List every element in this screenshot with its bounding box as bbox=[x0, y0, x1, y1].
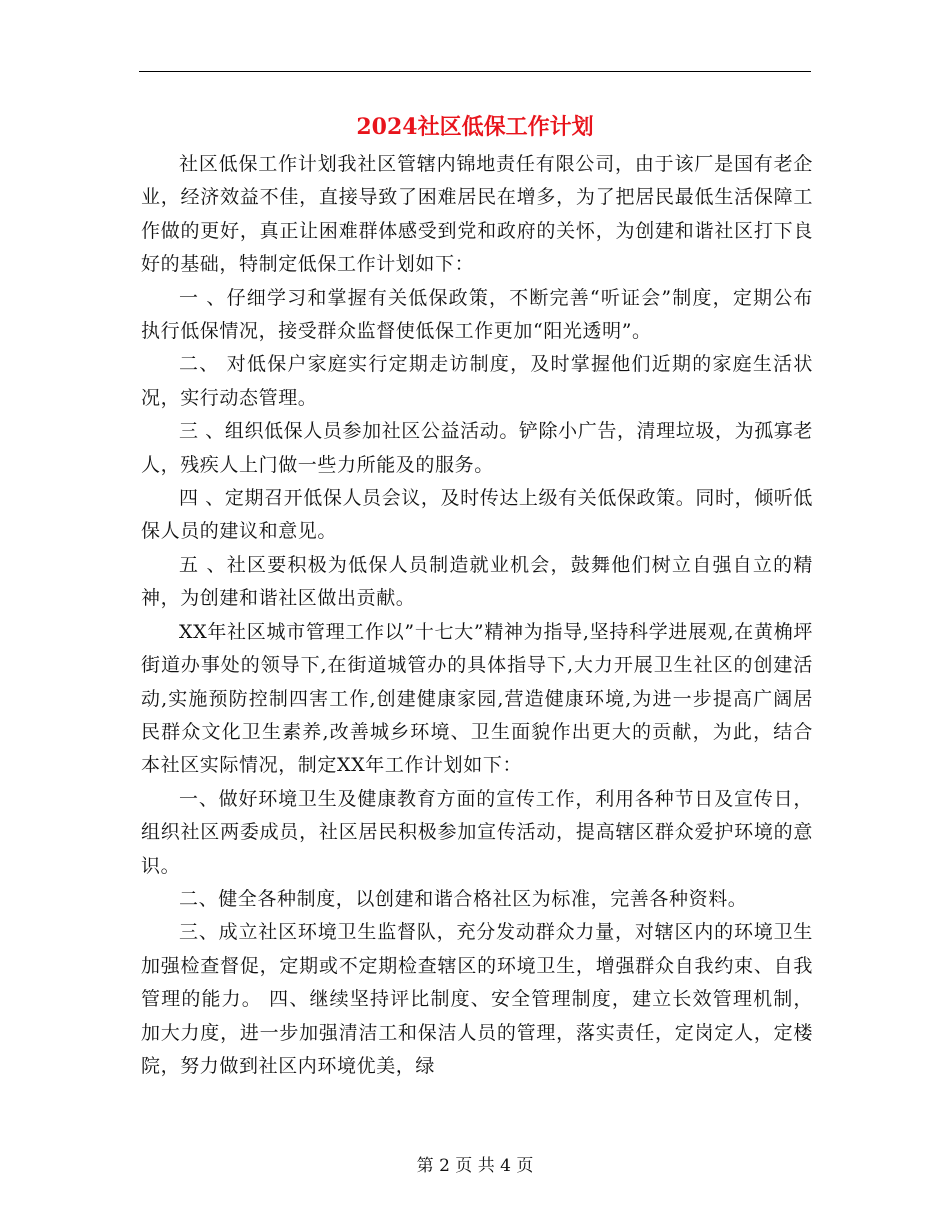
paragraph-item-1: 一 、仔细学习和掌握有关低保政策，不断完善“听证会”制度，定期公布执行低保情况，接受群众监督使低保工作更加“阳光透明”。 bbox=[141, 286, 813, 343]
page-number: 第 2 页 共 4 页 bbox=[416, 1156, 534, 1176]
document-title: 2024社区低保工作计划 bbox=[356, 114, 594, 140]
paragraph-city-management: XX年社区城市管理工作以”十七大”精神为指导,坚持科学进展观,在黄桷坪街道办事处的领导下,在街道城管办的具体指导下,大力开展卫生社区的创建活动,实施预防控制四害工作,创建健康家园,营造健康环境,为进一步提高广阔居民群众文化卫生素养,改善城乡环境、卫生面貌作出更大的贡献，为此，结合本社区实际情况，制定XX年工作计划如下： bbox=[141, 620, 813, 777]
paragraph-item-3: 三 、组织低保人员参加社区公益活动。铲除小广告，清理垃圾，为孤寡老人，残疾人上门做一些力所能及的服务。 bbox=[141, 420, 813, 476]
paragraph-plan-3: 三、成立社区环境卫生监督队，充分发动群众力量，对辖区内的环境卫生加强检查督促，定期或不定期检查辖区的环境卫生，增强群众自我约束、自我管理的能力。 四、继续坚持评比制度、安全管理制度，建立长效管理机制，加大力度，进一步加强清洁工和保洁人员的管理，落实责任，定岗定人，定楼院，努力做到社区内环境优美，绿 bbox=[141, 921, 813, 1077]
paragraph-plan-1: 一、做好环境卫生及健康教育方面的宣传工作，利用各种节日及宣传日，组织社区两委成员，社区居民积极参加宣传活动，提高辖区群众爱护环境的意识。 bbox=[141, 787, 813, 877]
paragraph-item-4: 四 、定期召开低保人员会议，及时传达上级有关低保政策。同时，倾听低保人员的建议和意见。 bbox=[141, 487, 813, 543]
header-rule bbox=[139, 71, 811, 72]
paragraph-intro: 社区低保工作计划我社区管辖内锦地责任有限公司，由于该厂是国有老企业，经济效益不佳，直接导致了困难居民在增多，为了把居民最低生活保障工作做的更好，真正让困难群体感受到党和政府的关怀，为创建和谐社区打下良好的基础，特制定低保工作计划如下： bbox=[141, 153, 813, 276]
paragraph-item-5: 五 、社区要积极为低保人员制造就业机会，鼓舞他们树立自强自立的精神，为创建和谐社区做出贡献。 bbox=[141, 553, 813, 610]
document-body bbox=[141, 148, 813, 1083]
paragraph-item-2: 二、 对低保户家庭实行定期走访制度，及时掌握他们近期的家庭生活状况，实行动态管理。 bbox=[141, 353, 813, 409]
paragraph-plan-2: 二、健全各种制度，以创建和谐合格社区为标准，完善各种资料。 bbox=[179, 887, 748, 910]
